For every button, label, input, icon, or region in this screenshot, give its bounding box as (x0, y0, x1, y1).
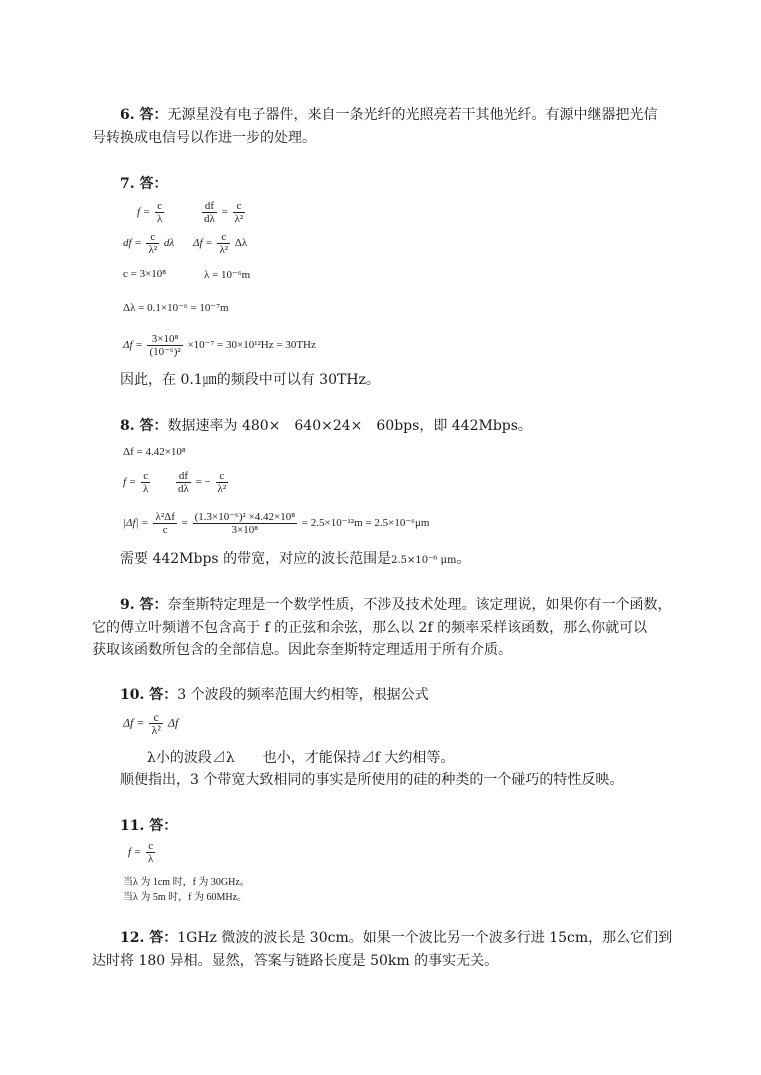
q7-conclusion: 因此，在 0.1㎛的频段中可以有 30THz。 (120, 372, 380, 388)
q10-eq-tail: Δf (167, 715, 179, 730)
q9-number: 9. 答： (120, 597, 168, 613)
q7-eq-f-den: λ (156, 213, 163, 225)
q7-eq-delta-lambda: Δλ = 0.1×10⁻⁶ = 10⁻⁷m (123, 302, 229, 314)
q12-line-2: 达时将 180 异相。显然，答案与链路长度是 50km 的事实无关。 (92, 953, 499, 969)
q11-number-label: 11. 答： (120, 818, 178, 834)
q12-text-1: 1GHz 微波的波长是 30cm。如果一个波比另一个波多行进 15cm，那么它们到 (177, 930, 673, 946)
q10-eq-den: λ² (151, 723, 161, 737)
q7-eq-d-den2: λ² (234, 213, 244, 225)
q11-line-1: 当λ 为 1cm 时，f 为 30GHz。 (123, 877, 250, 888)
q9-line-1 (120, 594, 672, 616)
q7-eq-d-den: dλ (204, 213, 215, 225)
q11-eq-den: λ (147, 853, 154, 865)
q11-eq-lhs: f = (128, 846, 142, 859)
q8-line-1 (120, 415, 532, 437)
q11-eq-num: c (146, 840, 155, 853)
q8-number: 8. 答： (120, 418, 168, 434)
q7-eq-result-den: (10⁻⁶)² (149, 346, 181, 358)
q8-eq-bw-num: λ²Δf (155, 511, 175, 523)
q10-line-2: λ小的波段⊿λ 也小，才能保持⊿f 大约相等。 (147, 750, 455, 766)
q8-eq-bandwidth (123, 511, 429, 536)
q7-eq-df (123, 231, 174, 256)
q8-eq-d-den: dλ (178, 483, 189, 495)
q8-eq-bw-eq: = (181, 517, 188, 530)
q11-eq (128, 840, 157, 865)
q7-eq-f-num: c (155, 200, 164, 213)
q8-eq-f-den: λ (142, 483, 149, 495)
q7-eq-c: c = 3×10⁸ (123, 268, 167, 280)
q8-eq-f-lhs: f = (123, 476, 137, 489)
q7-number-label: 7. 答： (120, 176, 168, 192)
q7-number (120, 173, 168, 195)
q8-text-1: 数据速率为 480× 640×24× 60bps，即 442Mbps。 (167, 418, 532, 434)
q7-eq-d-num2: c (233, 200, 246, 213)
q8-conclusion-end: 。 (456, 551, 471, 567)
q8-eq-bw-tail: = 2.5×10⁻¹²m = 2.5×10⁻⁶μm (301, 517, 430, 530)
q10-eq (123, 711, 178, 736)
q9-line-3: 获取该函数所包含的全部信息。因此奈奎斯特定理适用于所有介质。 (92, 642, 512, 658)
q7-eq-d-num: df (202, 200, 217, 213)
q7-eq-result-tail: ×10⁻⁷ = 30×10¹²Hz = 30THz (187, 339, 316, 352)
q6-line-2: 号转换成电信号以作进一步的处理。 (92, 130, 316, 146)
q9-line-2: 它的傅立叶频谱不包含高于 f 的正弦和余弦，那么以 2f 的频率采样该函数，那么你就可以 (92, 620, 648, 636)
q7-eq-f-lhs: f = (137, 206, 151, 219)
q8-eq-d-num: df (176, 470, 191, 483)
q8-conclusion-value: 2.5×10⁻⁶ μm (391, 555, 457, 566)
q7-eq-df-lhs: df = (123, 237, 142, 250)
q8-conclusion (120, 548, 471, 572)
q12-number: 12. 答： (120, 930, 178, 946)
q8-eq-derivative (174, 470, 230, 495)
q8-eq-bw-den2: 3×10⁸ (231, 524, 259, 536)
q8-eq-d-num2: c (216, 470, 229, 483)
q11-line-2: 当λ 为 5m 时，f 为 60MHz。 (123, 892, 248, 903)
q7-eq-delta-f-den: λ² (219, 244, 229, 256)
q9-text-1: 奈奎斯特定理是一个数学性质，不涉及技术处理。该定理说，如果你有一个函数， (167, 597, 672, 613)
q7-eq-result (123, 333, 316, 358)
q10-text-1: 3 个波段的频率范围大约相等，根据公式 (177, 687, 429, 703)
q8-eq-f-num: c (141, 470, 150, 483)
q7-eq-result-num: 3×10⁸ (147, 333, 182, 346)
q10-line-3: 顺便指出，3 个带宽大致相同的事实是所使用的硅的种类的一个碰巧的特性反映。 (120, 772, 624, 788)
q8-eq-bw-num2: (1.3×10⁻⁶)² ×4.42×10⁸ (194, 511, 296, 523)
q7-eq-delta-f-lhs: Δf = (193, 237, 213, 250)
q7-eq-derivative (200, 200, 247, 225)
q8-conclusion-text: 需要 442Mbps 的带宽，对应的波长范围是 (120, 551, 392, 567)
q11-number (120, 815, 177, 837)
q10-number: 10. 答： (120, 687, 178, 703)
q7-eq-df-tail: dλ (163, 237, 175, 250)
q6-text-1: 无源星没有电子器件，来自一条光纤的光照亮若干其他光纤。有源中继器把光信 (167, 107, 658, 123)
q6-line-1 (120, 104, 658, 126)
q10-eq-num: c (149, 711, 162, 724)
q8-eq-d-eq: = − (195, 476, 211, 489)
q8-eq-bw-lhs: |Δf| = (123, 517, 149, 530)
q10-eq-lhs: Δf = (123, 715, 145, 730)
q7-eq-result-lhs: Δf = (123, 339, 143, 352)
q10-line-1 (120, 684, 429, 706)
q8-eq-bw-den: c (162, 524, 168, 536)
q8-eq-d-den2: λ² (217, 483, 227, 495)
q7-eq-delta-f (193, 231, 247, 256)
q7-eq-delta-f-num: c (217, 231, 230, 244)
q7-eq-lambda: λ = 10⁻⁶m (204, 269, 251, 281)
q8-eq-f (123, 470, 152, 495)
q12-line-1 (120, 927, 672, 949)
q7-eq-d-eq: = (221, 206, 228, 219)
q6-number: 6. 答： (120, 107, 168, 123)
q7-eq-df-den: λ² (148, 244, 158, 256)
q7-eq-df-num: c (146, 231, 159, 244)
q7-eq-delta-f-tail: Δλ (234, 237, 248, 250)
q8-eq-delta-f: Δf = 4.42×10⁸ (123, 446, 186, 458)
q7-eq-f (137, 200, 166, 225)
